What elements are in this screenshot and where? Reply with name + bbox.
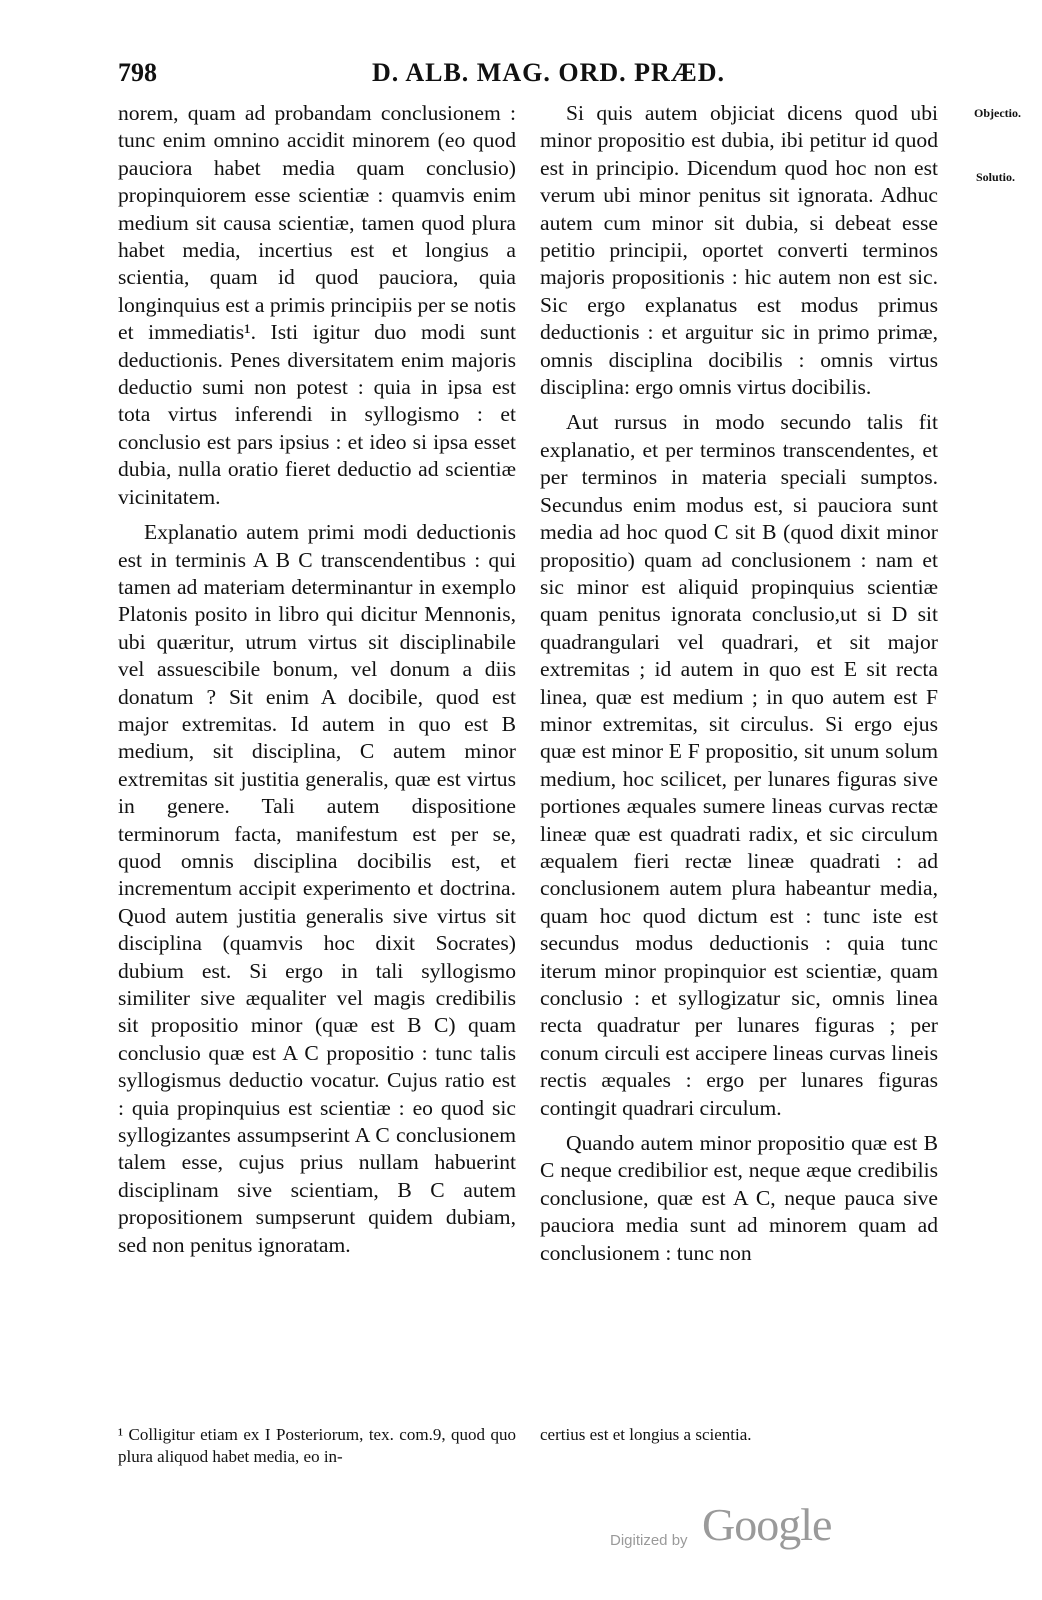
page-header [0, 58, 1042, 92]
right-column [540, 100, 938, 1275]
left-paragraph-2: Explanatio autem primi modi deductionis est in terminis A B C transcendentibus : qui tamen ad materiam determinantur in exemplo Platonis posito in libro qui dicitur Mennonis, ubi quæritur, utrum virtus sit disciplinabile vel assuescibile bonum, vel donum a diis donatum ? Sit enim A docibile, quod est major extremitas. Id autem in quo est B medium, sit disciplina, C autem minor extremitas sit justitia generalis, quæ est virtus in genere. Tali autem dispositione terminorum facta, manifestum est per se, quod omnis disciplina docibilis est, et incrementum accipit experimento et doctrina. Quod autem justitia generalis sive virtus sit disciplina (quamvis hoc dixit Socrates) dubium est. Si ergo in tali syllogismo similiter sive æqualiter vel magis credibilis sit propositio minor (quæ est B C) quam conclusio quæ est A C propositio : tunc talis syllogismus deductio vocatur. Cujus ratio est : quia propinquius est scientiæ : eo quod sic syllogizantes assumpserint A C conclusionem talem esse, cujus prius nullam habuerint disciplinam sive scientiam, B C autem propositionem sumpserunt quidem dubiam, sed non penitus ignoratam. [118, 520, 516, 1257]
margin-note-objectio: Objectio. [974, 106, 1021, 120]
page-number: 798 [118, 58, 157, 87]
right-paragraph-2: Aut rursus in modo secundo talis fit explanatio, et per terminos transcendentes, et per terminos in materia speciali sumptos. Secundus enim modus est, si pauciora sunt media ad hoc quod C sit B (quod dixit minor propositio) quam ad conclusionem : nam et sic minor est aliquid propinquius scientiæ quam penitus ignorata conclusio,ut si D sit quadrangulari vel quadrari, et sit major extremitas ; id autem in quo est E sit recta linea, quæ est medium ; in quo autem est F minor extremitas, sit circulus. Si ergo ejus quæ est minor E F propositio, sit unum solum medium, hoc scilicet, per lunares figuras sive portiones æquales sumere lineas curvas rectæ lineæ quæ est quadrati radix, et sic circulum æqualem fieri rectæ lineæ quadrati : ad conclusionem autem plura habeantur media, quam hoc quod dictum est : tunc iste est secundus modus deductionis : quia tunc iterum minor propinquior est scientiæ, quam conclusio : et syllogizatur sic, omnis linea recta quadratur per lunares figuras ; per conum circuli est accipere lineas curvas lineis rectis æquales : ergo per lunares figuras contingit quadrari circulum. [540, 410, 938, 1120]
left-column [118, 100, 516, 1267]
footnote-left: ¹ Colligitur etiam ex I Posteriorum, tex. com.9, quod quo plura aliquod habet media, eo in- [118, 1425, 516, 1466]
digitized-watermark [610, 1498, 830, 1558]
watermark-prefix: Digitized by [610, 1532, 688, 1549]
running-title: D. ALB. MAG. ORD. PRÆD. [372, 58, 726, 87]
left-paragraph-1: norem, quam ad probandam conclusionem : tunc enim omnino accidit minorem (eo quod pauciora habet media quam conclusio) propinquiorem esse scientiæ : quamvis enim medium sit causa scientiæ, tamen quod plura habet media, incertius est et longius a scientia, quam id quod pauciora, quia longinquius est a primis principiis per se notis et immediatis¹. Isti igitur duo modi sunt deductionis. Penes diversitatem enim majoris deductio sumi non potest : quia in ipsa est tota virtus inferendi in syllogismo : et conclusio est pars ipsius : et ideo si ipsa esset dubia, nulla oratio fieret deductio ad scientiæ vicinitatem. [118, 101, 516, 509]
footnote-right: certius est et longius a scientia. [540, 1425, 752, 1444]
margin-note-solutio: Solutio. [976, 170, 1016, 184]
right-paragraph-1: Si quis autem objiciat dicens quod ubi minor propositio est dubia, ibi petitur id quod est in principio. Dicendum quod hoc non est verum ubi minor penitus sit ignorata. Adhuc autem cum minor sit dubia, si debeat esse petitio principii, oportet converti terminos majoris propositionis : hic autem non est sic. Sic ergo explanatus est modus primus deductionis : et arguitur sic in primo primæ, omnis disciplina docibilis : omnis virtus disciplina: ergo omnis virtus docibilis. [540, 101, 938, 400]
google-logo: Google [702, 1499, 832, 1550]
right-paragraph-3: Quando autem minor propositio quæ est B C neque credibilior est, neque æque credibilis conclusione, quæ est A C, neque pauca sive pauciora media sunt ad minorem quam ad conclusionem : tunc non [540, 1131, 938, 1265]
